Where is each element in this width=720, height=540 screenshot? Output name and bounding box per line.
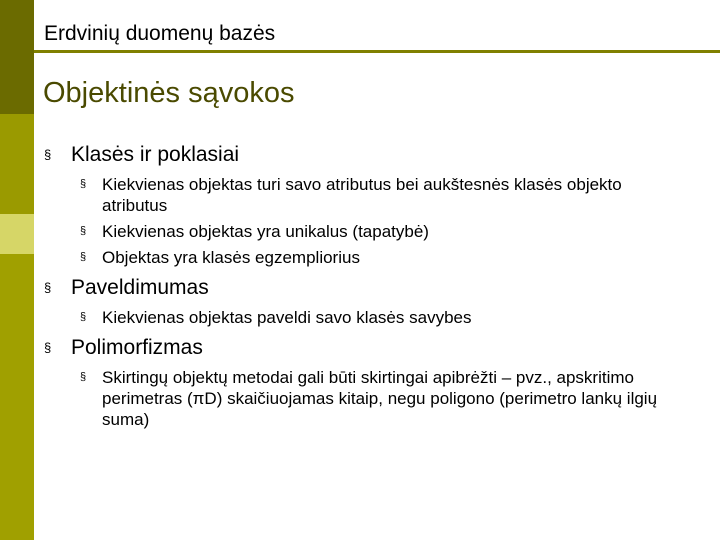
left-bar-top — [0, 0, 34, 114]
section-heading: Klasės ir poklasiai — [71, 143, 240, 166]
level2-item — [44, 221, 662, 242]
bullet-icon: § — [80, 311, 87, 323]
item-text: Kiekvienas objektas yra unikalus (tapatybė) — [102, 222, 429, 241]
section-inheritance — [44, 275, 704, 328]
item-text: Kiekvienas objektas turi savo atributus bei aukštesnės klasės objekto atributus — [102, 175, 622, 215]
header-title: Erdvinių duomenų bazės — [44, 22, 276, 45]
slide-content — [44, 142, 704, 437]
item-text: Kiekvienas objektas paveldi savo klasės savybes — [102, 308, 472, 327]
bullet-icon: § — [44, 340, 52, 355]
level2-item — [44, 174, 662, 216]
header-divider — [34, 50, 720, 53]
bullet-icon: § — [80, 371, 87, 383]
bullet-icon: § — [44, 147, 52, 162]
level1-item — [44, 335, 704, 361]
level1-item — [44, 275, 704, 301]
level2-item — [44, 367, 662, 430]
level2-item — [44, 307, 662, 328]
section-classes — [44, 142, 704, 268]
item-text: Skirtingų objektų metodai gali būti skirtingai apibrėžti – pvz., apskritimo perimetras (πD) skaičiuojamas kitaip, negu poligono (perimetro lankų ilgių suma) — [102, 368, 658, 429]
left-bar-light — [0, 214, 34, 254]
section-heading: Polimorfizmas — [71, 336, 203, 359]
bullet-icon: § — [80, 178, 87, 190]
bullet-icon: § — [44, 280, 52, 295]
bullet-icon: § — [80, 251, 87, 263]
section-heading: Paveldimumas — [71, 276, 209, 299]
level2-item — [44, 247, 662, 268]
level1-item — [44, 142, 704, 168]
item-text: Objektas yra klasės egzempliorius — [102, 248, 360, 267]
left-bar-bottom — [0, 254, 34, 540]
bullet-icon: § — [80, 225, 87, 237]
left-bar-middle — [0, 114, 34, 214]
slide-title: Objektinės sąvokos — [43, 77, 295, 109]
section-polymorphism — [44, 335, 704, 430]
